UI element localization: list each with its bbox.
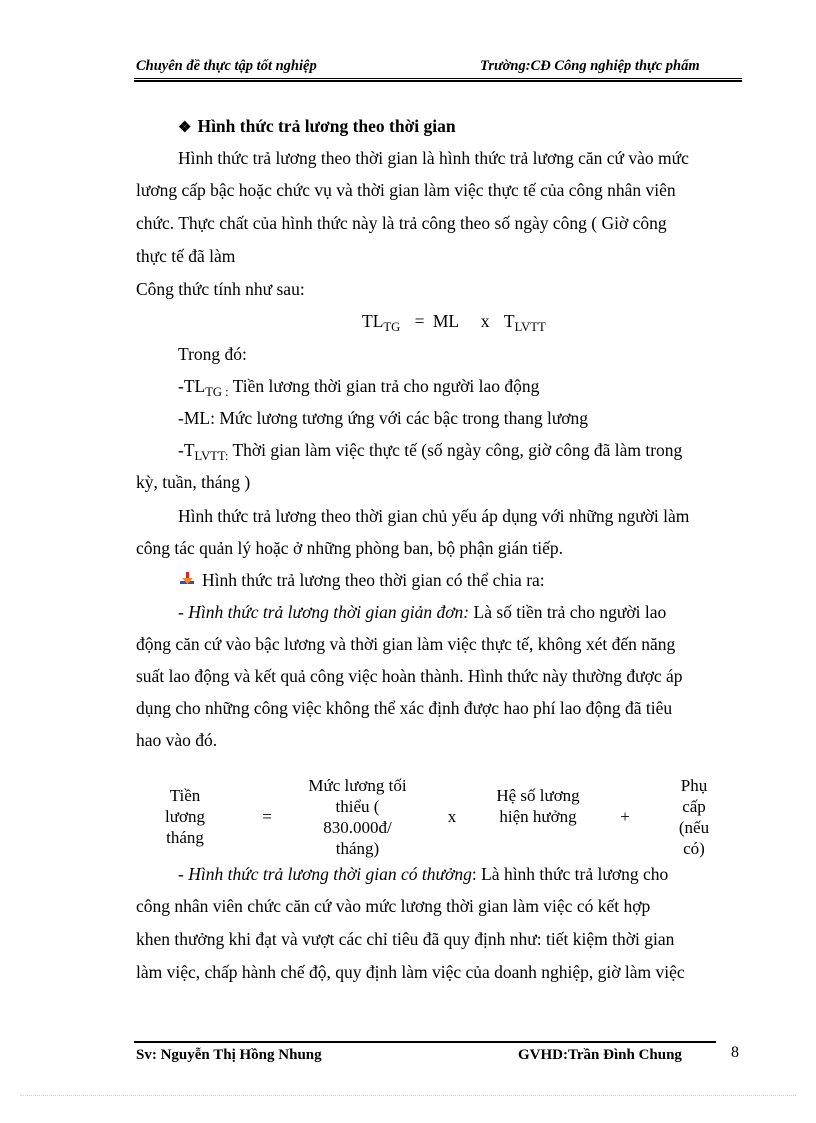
para1-line3: chức. Thực chất của hình thức này là trả công theo số ngày công ( Giờ công — [136, 213, 667, 233]
formula: $TL_{TG}$ = ML x $T_{LVTT}$ — [362, 311, 546, 334]
subheading: Hình thức trả lương theo thời gian có thể chia ra: — [178, 564, 545, 596]
table-cell-allowance: Phụ cấp (nếu có) — [678, 776, 710, 858]
para2-line1: Hình thức trả lương theo thời gian chủ yếu áp dụng với những người làm — [178, 506, 690, 526]
header-right: Trường:CĐ Công nghiệp thực phẩm — [480, 58, 700, 74]
page-number: 8 — [731, 1044, 739, 1061]
bonus-line1: - Hình thức trả lương thời gian có thưởng: Là hình thức trả lương cho — [178, 864, 669, 884]
page-bottom-border — [20, 1095, 796, 1096]
footer-right: GVHD:Trần Đình Chung — [518, 1047, 682, 1063]
table-cell-coefficient: Hệ số lương hiện hưởng — [496, 786, 580, 826]
simple-line5: hao vào đó. — [136, 730, 218, 750]
footer-left: Sv: Nguyễn Thị Hồng Nhung — [136, 1047, 322, 1063]
simple-line2: động căn cứ vào bậc lương và thời gian làm việc thực tế, không xét đến năng — [136, 634, 676, 654]
table-cell-monthly-wage: Tiền lương tháng — [165, 786, 205, 847]
header-rule-thick — [134, 80, 742, 82]
table-x: x — [447, 807, 457, 826]
para1-line1: Hình thức trả lương theo thời gian là hình thức trả lương căn cứ vào mức — [178, 148, 689, 168]
table-eq: = — [262, 807, 272, 826]
simple-line1: - Hình thức trả lương thời gian giản đơn: Là số tiền trả cho người lao — [178, 602, 667, 622]
def-ml: -ML: Mức lương tương ứng với các bậc trong thang lương — [178, 408, 589, 428]
diamond-bullet-icon: ❖ — [178, 120, 192, 136]
simple-line3: suất lao động và kết quả công việc hoàn thành. Hình thức này thường được áp — [136, 666, 683, 686]
para1-line4: thực tế đã làm — [136, 246, 236, 266]
bonus-line4: làm việc, chấp hành chế độ, quy định làm việc của doanh nghiệp, giờ làm việc — [136, 962, 685, 982]
para1-line2: lương cấp bậc hoặc chức vụ và thời gian làm việc thực tế của công nhân viên — [136, 180, 676, 200]
bonus-line3: khen thưởng khi đạt và vượt các chỉ tiêu đã quy định như: tiết kiệm thời gian — [136, 929, 675, 949]
def-tlvtt-line2: kỳ, tuần, tháng ) — [136, 472, 251, 492]
arrow-bullet-icon — [178, 566, 196, 582]
footer-rule — [134, 1041, 716, 1043]
section-title: ❖ Hình thức trả lương theo thời gian — [178, 116, 456, 136]
bonus-line2: công nhân viên chức căn cứ vào mức lương thời gian làm việc có kết hợp — [136, 896, 651, 916]
formula-intro: Công thức tính như sau: — [136, 279, 305, 299]
para2-line2: công tác quản lý hoặc ở những phòng ban, bộ phận gián tiếp. — [136, 538, 563, 558]
def-tlvtt: $-T_{LVTT:}$ Thời gian làm việc thực tế (số ngày công, giờ công đã làm trong — [178, 440, 683, 463]
header-left: Chuyên đề thực tập tốt nghiệp — [136, 58, 317, 74]
def-tltg: $-TL_{TG :}$ Tiền lương thời gian trả cho người lao động — [178, 376, 540, 399]
table-plus: + — [620, 807, 630, 826]
header-rule-thin — [134, 78, 742, 79]
table-cell-min-wage: Mức lương tối thiểu ( 830.000đ/ tháng) — [308, 776, 407, 858]
where-label: Trong đó: — [178, 344, 247, 364]
simple-line4: dụng cho những công việc không thể xác định được hao phí lao động đã tiêu — [136, 698, 673, 718]
